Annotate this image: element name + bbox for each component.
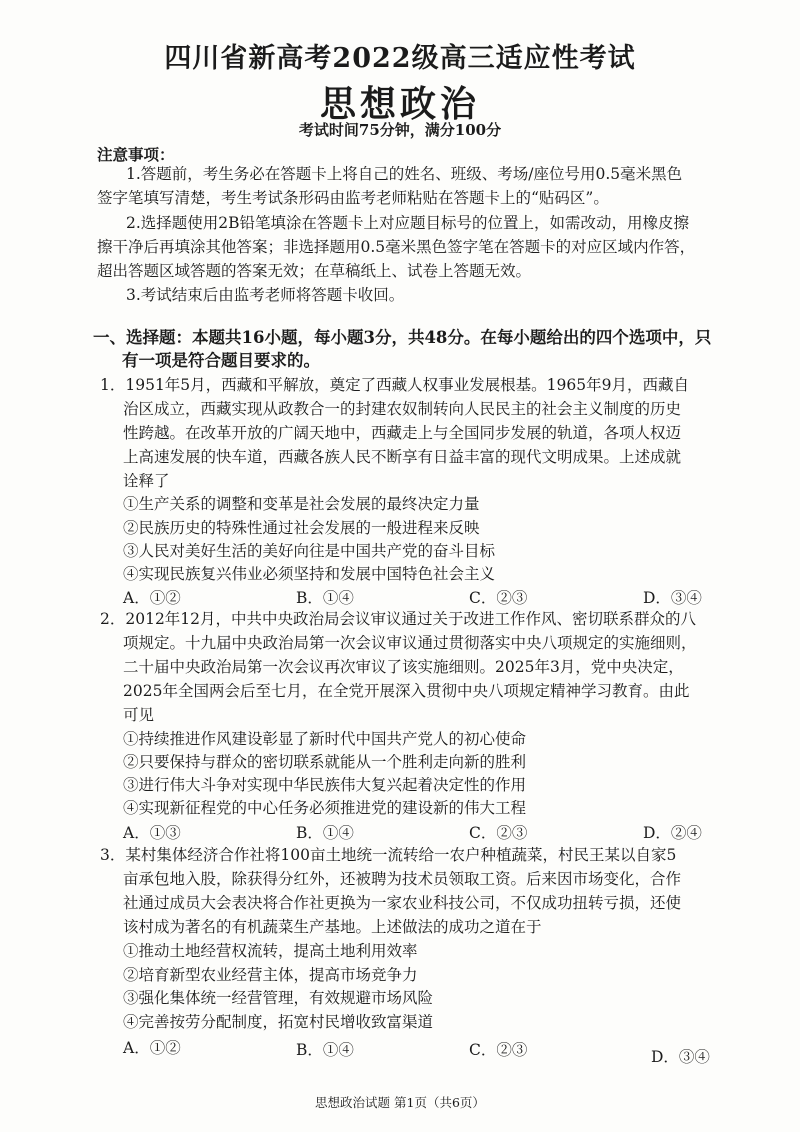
question-2-stem: 项规定。十九届中央政治局第一次会议审议通过贯彻落实中央八项规定的实施细则， [123,634,697,652]
question-3-stem: 该村成为著名的有机蔬菜生产基地。上述做法的成功之道在于 [123,918,542,936]
question-1-stem: 性跨越。在改革开放的广阔天地中，西藏走上与全国同步发展的轨道，各项人权迈 [123,424,682,442]
question-1-stem: 1．1951年5月，西藏和平解放，奠定了西藏人权事业发展根基。1965年9月，西藏自 [100,376,689,394]
notice-line: 超出答题区域答题的答案无效；在草稿纸上、试卷上答题无效。 [97,262,532,280]
question-3-item: ②培育新型农业经营主体，提高市场竞争力 [123,966,418,984]
question-3-stem: 3．某村集体经济合作社将100亩土地统一流转给一农户种植蔬菜，村民王某以自家5 [100,846,677,864]
question-1-stem: 上高速发展的快车道，西藏各族人民不断享有日益丰富的现代文明成果。上述成就 [123,448,682,466]
notice-heading: 注意事项： [97,145,175,164]
question-1-item: ③人民对美好生活的美好向往是中国共产党的奋斗目标 [123,542,496,560]
notice-line: 擦干净后再填涂其他答案；非选择题用0.5毫米黑色签字笔在答题卡的对应区域内作答， [97,238,696,256]
section-heading-cont: 有一项是符合题目要求的。 [122,351,320,370]
question-2-item: ②只要保持与群众的密切联系就能从一个胜利走向新的胜利 [123,753,527,771]
exam-title: 四川省新高考2022级高三适应性考试 [164,43,636,74]
question-2-stem: 2025年全国两会后至七月，在全党开展深入贯彻中央八项规定精神学习教育。由此 [123,682,690,700]
question-2-item: ④实现新征程党的中心任务必须推进党的建设新的伟大工程 [123,799,527,817]
page-footer: 思想政治试题 第1页（共6页） [315,1095,485,1110]
notice-line: 3.考试结束后由监考老师将答题卡收回。 [126,286,405,304]
question-1-option-a: A．①② [123,589,181,607]
question-1-item: ④实现民族复兴伟业必须坚持和发展中国特色社会主义 [123,565,496,583]
question-2-stem: 二十届中央政治局第一次会议再次审议了该实施细则。2025年3月，党中央决定， [123,658,684,676]
question-1-stem: 诠释了 [123,472,170,490]
question-3-option-b: B．①④ [296,1041,354,1059]
section-heading: 一、选择题：本题共16小题，每小题3分，共48分。在每小题给出的四个选项中，只 [93,328,712,347]
question-2-stem: 可见 [123,706,155,724]
question-2-option-c: C．②③ [469,824,528,842]
question-3-stem: 社通过成员大会表决将合作社更换为一家农业科技公司，不仅成功扭转亏损，还使 [123,894,682,912]
question-3-stem: 亩承包地入股，除获得分红外，还被聘为技术员领取工资。后来因市场变化，合作 [123,870,682,888]
exam-time-score: 考试时间75分钟，满分100分 [298,121,502,139]
notice-line: 1.答题前，考生务必在答题卡上将自己的姓名、班级、考场/座位号用0.5毫米黑色 [126,165,683,183]
question-1-stem: 治区成立，西藏实现从政教合一的封建农奴制转向人民民主的社会主义制度的历史 [123,400,682,418]
question-2-option-a: A．①③ [123,824,181,842]
question-1-option-c: C．②③ [469,589,528,607]
question-1-option-d: D．③④ [643,589,702,607]
question-2-item: ③进行伟大斗争对实现中华民族伟大复兴起着决定性的作用 [123,776,527,794]
question-1-item: ②民族历史的特殊性通过社会发展的一般进程来反映 [123,519,480,537]
question-3-option-d: D．③④ [651,1048,710,1066]
question-3-item: ①推动土地经营权流转，提高土地利用效率 [123,942,418,960]
question-3-item: ③强化集体统一经营管理，有效规避市场风险 [123,989,434,1007]
question-3-option-a: A．①② [123,1039,181,1057]
question-3-option-c: C．②③ [469,1041,528,1059]
notice-line: 签字笔填写清楚，考生考试条形码由监考老师粘贴在答题卡上的“贴码区”。 [97,189,609,207]
subject-title: 思想政治 [319,83,480,125]
question-2-option-d: D．②④ [643,824,702,842]
question-2-stem: 2．2012年12月，中共中央政治局会议审议通过关于改进工作作风、密切联系群众的八 [100,610,697,628]
notice-line: 2.选择题使用2B铅笔填涂在答题卡上对应题目标号的位置上，如需改动，用橡皮擦 [126,214,690,232]
question-2-item: ①持续推进作风建设彰显了新时代中国共产党人的初心使命 [123,730,527,748]
question-2-option-b: B．①④ [296,824,354,842]
question-3-item: ④完善按劳分配制度，拓宽村民增收致富渠道 [123,1013,434,1031]
question-1-option-b: B．①④ [296,589,354,607]
question-1-item: ①生产关系的调整和变革是社会发展的最终决定力量 [123,495,480,513]
